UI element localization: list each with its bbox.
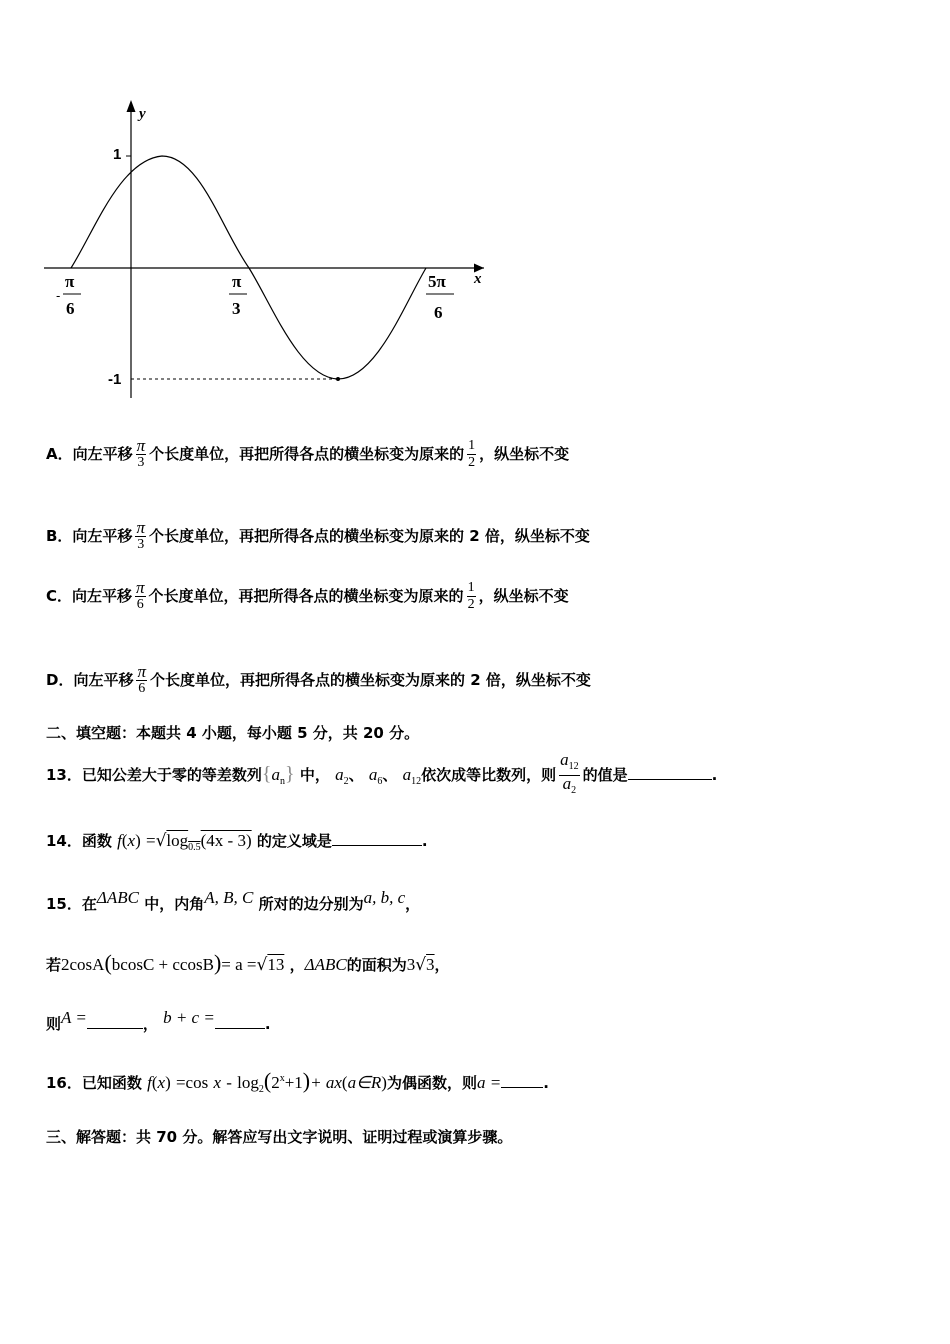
option-c-shift: $\frac{\pi}{6}$: [136, 578, 145, 612]
section-2-heading: 二、填空题：本题共 4 小题，每小题 5 分，共 20 分。: [46, 724, 420, 742]
option-c: C．向左平移 $\frac{\pi}{6}$ 个长度单位，再把所得各点的横坐标变为原来的 $\frac{1}{2}$ ，纵坐标不变: [46, 578, 569, 612]
x-axis-label: x: [474, 271, 482, 287]
x-tick-3-den: 6: [434, 303, 443, 322]
x-tick-1-den: 6: [66, 299, 75, 318]
y-axis-label: y: [139, 106, 146, 122]
question-15-answers: 则A = ， b + c = .: [46, 1008, 271, 1033]
q13-ratio: $\frac{a_{12}}{a_2}$: [560, 750, 579, 796]
option-d: D．向左平移 $\frac{\pi}{6}$ 个长度单位，再把所得各点的横坐标变为原来的 2 倍，纵坐标不变: [46, 662, 591, 696]
x-tick-neg-sign: -: [56, 288, 61, 303]
question-14: 14．函数 $f(x) =√\log_{0.5}(4x - 3)$ 的定义域是 .: [46, 831, 428, 853]
x-tick-2-num: π: [232, 272, 242, 291]
q14-answer-blank[interactable]: [332, 831, 422, 846]
q15-answer-bc-blank[interactable]: [215, 1014, 265, 1029]
option-c-scale: $\frac{1}{2}$: [467, 580, 475, 612]
x-tick-2-den: 3: [232, 299, 241, 318]
y-axis-arrow: [127, 100, 136, 112]
q15-answer-a-blank[interactable]: [87, 1014, 143, 1029]
y-tick-bottom: -1: [108, 371, 122, 388]
function-graph: [0, 0, 520, 420]
question-16: 16．已知函数 f(x) =cos $x - \log_2(2^x+1)+$ ax(a∈R)为偶函数，则a = .: [46, 1068, 549, 1095]
option-b: B．向左平移 $\frac{\pi}{3}$ 个长度单位，再把所得各点的横坐标变为原来的 2 倍，纵坐标不变: [46, 518, 590, 552]
x-tick-3-num: 5π: [428, 272, 446, 291]
option-a-shift: $\frac{\pi}{3}$: [136, 436, 146, 470]
option-d-shift: $\frac{\pi}{6}$: [137, 662, 146, 696]
q13-answer-blank[interactable]: [628, 765, 712, 780]
section-3-heading: 三、解答题：共 70 分。解答应写出文字说明、证明过程或演算步骤。: [46, 1128, 513, 1146]
option-b-shift: $\frac{\pi}{3}$: [136, 518, 145, 552]
option-a-scale: $\frac{1}{2}$: [468, 438, 476, 470]
option-a: A．向左平移 $\frac{\pi}{3}$ 个长度单位，再把所得各点的横坐标变为原来的 $\frac{1}{2}$ ，纵坐标不变: [46, 436, 570, 470]
q16-answer-blank[interactable]: [501, 1073, 543, 1088]
y-tick-top: 1: [113, 146, 122, 163]
question-15: 15．在ΔABC 中，内角A, B, C 所对的边分别为a, b, c，: [46, 888, 421, 913]
question-13: 13．已知公差大于零的等差数列$\{a_n\}$ 中， $a_2$、 $a_6$、 $a_{12}$依次成等比数列，则 $\frac{a_{12}}{a_2}$ 的值是 .: [46, 752, 717, 799]
min-point: [336, 377, 340, 381]
x-tick-1-num: π: [65, 272, 75, 291]
question-15-condition: 若2cosA(bcosC + ccosB)= a =√13 ，ΔABC的面积为3√3，: [46, 950, 450, 975]
